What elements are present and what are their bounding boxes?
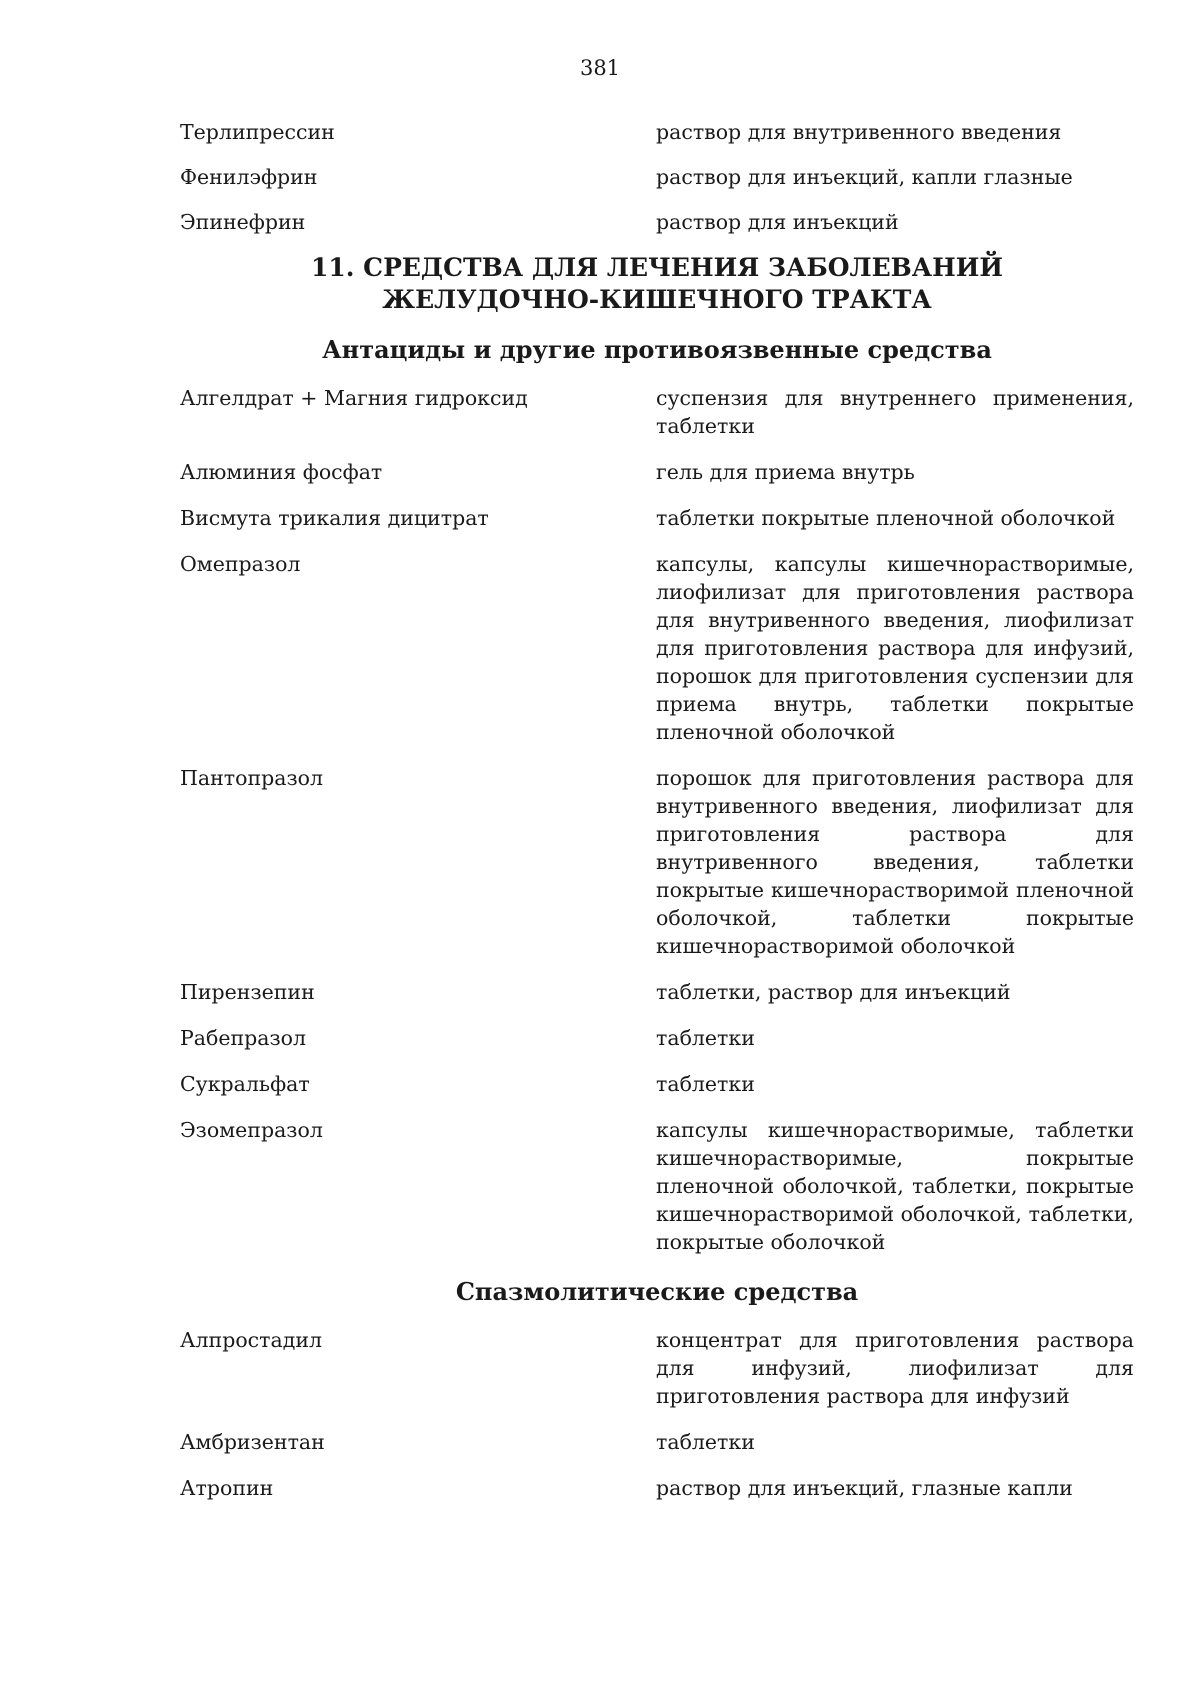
drug-name: Алюминия фосфат bbox=[180, 460, 383, 484]
table-row bbox=[180, 1428, 1134, 1456]
drug-form: порошок для приготовления раствора для внутривенного введения, лиофилизат для приготовления раствора для внутривенного введения, таблетки покрытые кишечнорастворимой пленочной оболочкой, таблетки покрытые кишечнорастворимой оболочкой bbox=[656, 766, 1134, 958]
drug-name: Пирензепин bbox=[180, 980, 315, 1004]
table-row bbox=[180, 208, 1134, 236]
drug-form: раствор для инъекций, глазные капли bbox=[656, 1476, 1073, 1500]
table-row bbox=[180, 550, 1134, 746]
page-number: 381 bbox=[579, 56, 621, 80]
drug-name: Эзомепразол bbox=[180, 1118, 323, 1142]
drug-form: таблетки, раствор для инъекций bbox=[656, 980, 1011, 1004]
table-row bbox=[180, 1116, 1134, 1256]
drug-name: Сукральфат bbox=[180, 1072, 310, 1096]
drug-form: таблетки bbox=[656, 1026, 755, 1050]
table-row bbox=[180, 764, 1134, 960]
section-title-line: ЖЕЛУДОЧНО-КИШЕЧНОГО ТРАКТА bbox=[382, 285, 932, 314]
section-title-line: 11. СРЕДСТВА ДЛЯ ЛЕЧЕНИЯ ЗАБОЛЕВАНИЙ bbox=[310, 253, 1004, 282]
table-row bbox=[180, 384, 1134, 440]
table-row bbox=[180, 1326, 1134, 1410]
subsection-title: Антациды и другие противоязвенные средства bbox=[322, 335, 992, 364]
subsection-title: Спазмолитические средства bbox=[455, 1277, 859, 1306]
drug-name: Рабепразол bbox=[180, 1026, 307, 1050]
drug-name: Висмута трикалия дицитрат bbox=[180, 506, 489, 530]
drug-form: раствор для инъекций, капли глазные bbox=[656, 165, 1073, 189]
table-row bbox=[180, 118, 1134, 146]
drug-form: таблетки bbox=[656, 1072, 755, 1096]
drug-name: Алгелдрат + Магния гидроксид bbox=[180, 386, 528, 410]
drug-form: таблетки bbox=[656, 1430, 755, 1454]
table-row bbox=[180, 458, 1134, 486]
drug-form: капсулы кишечнорастворимые, таблетки кишечнорастворимые, покрытые пленочной оболочкой, таблетки, покрытые кишечнорастворимой оболочкой, таблетки, покрытые оболочкой bbox=[656, 1118, 1134, 1254]
drug-form: капсулы, капсулы кишечнорастворимые, лиофилизат для приготовления раствора для внутривенного введения, лиофилизат для приготовления раствора для инфузий, порошок для приготовления суспензии для приема внутрь, таблетки покрытые пленочной оболочкой bbox=[656, 552, 1134, 744]
drug-form: раствор для внутривенного введения bbox=[656, 120, 1062, 144]
drug-name: Пантопразол bbox=[180, 766, 323, 790]
table-row bbox=[180, 978, 1134, 1006]
drug-form: таблетки покрытые пленочной оболочкой bbox=[656, 506, 1116, 530]
table-row bbox=[180, 1070, 1134, 1098]
table-row bbox=[180, 163, 1134, 191]
drug-name: Омепразол bbox=[180, 552, 301, 576]
drug-name: Амбризентан bbox=[180, 1430, 325, 1454]
drug-name: Эпинефрин bbox=[180, 210, 306, 234]
drug-form: гель для приема внутрь bbox=[656, 460, 915, 484]
drug-form: концентрат для приготовления раствора для инфузий, лиофилизат для приготовления раствора для инфузий bbox=[656, 1328, 1134, 1408]
drug-form: суспензия для внутреннего применения, таблетки bbox=[656, 386, 1134, 438]
section-title bbox=[180, 252, 1134, 316]
drug-name: Фенилэфрин bbox=[180, 165, 318, 189]
drug-name: Терлипрессин bbox=[180, 120, 335, 144]
drug-form: раствор для инъекций bbox=[656, 210, 899, 234]
drug-name: Алпростадил bbox=[180, 1328, 323, 1352]
table-row bbox=[180, 1474, 1134, 1502]
table-row bbox=[180, 504, 1134, 532]
document-body bbox=[180, 113, 1134, 1502]
table-row bbox=[180, 1024, 1134, 1052]
drug-name: Атропин bbox=[180, 1476, 274, 1500]
